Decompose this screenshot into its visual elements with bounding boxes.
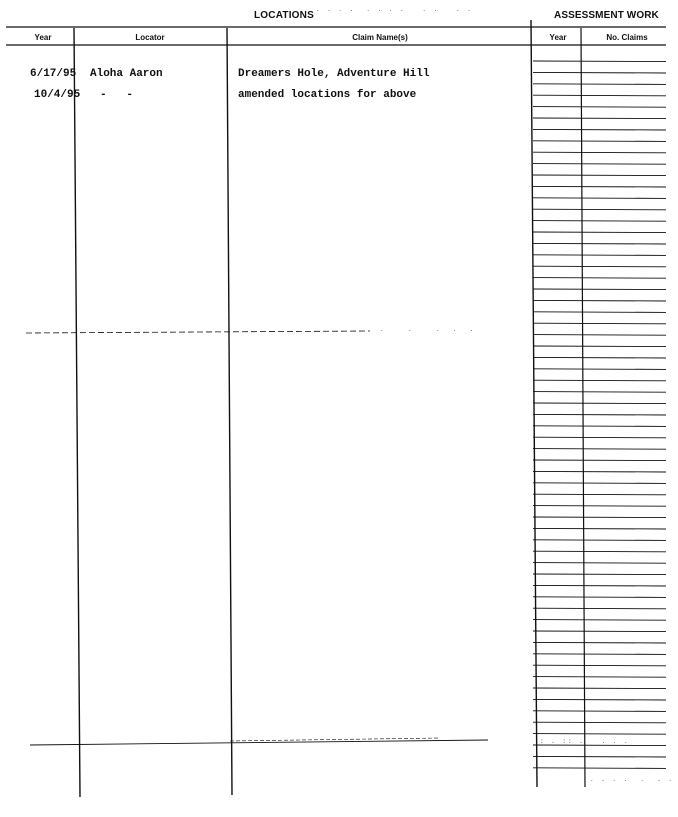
ledger-rule xyxy=(533,346,666,347)
ledger-rule xyxy=(533,186,666,187)
ledger-rule xyxy=(533,677,666,678)
col-header-claim-names: Claim Name(s) xyxy=(352,33,408,42)
ledger-rule xyxy=(533,357,666,358)
ledger-rule xyxy=(533,403,666,404)
ledger-rule xyxy=(533,118,666,119)
ledger-rule xyxy=(533,312,666,313)
ledger-rule xyxy=(533,175,666,176)
ledger-rule xyxy=(533,243,666,244)
scan-speckle: : . :: . . . . xyxy=(540,738,630,745)
ledger-rule xyxy=(533,711,666,712)
ledger-rule xyxy=(533,654,666,655)
ledger-rule xyxy=(533,688,666,689)
dashed-mid-line xyxy=(26,331,370,333)
ledger-rule xyxy=(533,745,666,746)
ledger-rule xyxy=(533,540,666,541)
ledger-rule xyxy=(533,483,666,484)
ledger-rule xyxy=(533,369,666,370)
ledger-rule xyxy=(533,72,666,73)
ledger-rule xyxy=(533,642,666,643)
ledger-rule xyxy=(533,528,666,529)
ledger-rule xyxy=(533,392,666,393)
divider-locator-claims xyxy=(227,28,232,795)
divider-aw-year-claims xyxy=(581,28,585,787)
ledger-rule xyxy=(533,129,666,130)
ledger-rule xyxy=(533,734,666,735)
ledger-rule xyxy=(533,164,666,165)
ledger-rule xyxy=(533,289,666,290)
entry-claim-names: Dreamers Hole, Adventure Hill xyxy=(238,68,430,80)
ledger-rule xyxy=(533,323,666,324)
col-header-aw-year: Year xyxy=(549,33,567,42)
ledger-rule xyxy=(533,95,666,96)
entry-claim-names: amended locations for above xyxy=(238,89,417,101)
ledger-rule xyxy=(533,61,666,62)
ledger-rule xyxy=(533,255,666,256)
ledger-rule xyxy=(533,620,666,621)
locations-header: LOCATIONS xyxy=(254,10,314,21)
ledger-rule xyxy=(533,278,666,279)
ledger-rule xyxy=(533,380,666,381)
ledger-rule xyxy=(533,471,666,472)
ledger-rule xyxy=(533,414,666,415)
entry-year: 6/17/95 xyxy=(30,68,77,80)
ledger-rule xyxy=(533,551,666,552)
ledger-rule xyxy=(533,266,666,267)
scan-speckle: . . . . . xyxy=(380,326,476,333)
ledger-rule xyxy=(533,699,666,700)
ledger-rule xyxy=(533,209,666,210)
ledger-rule xyxy=(533,84,666,85)
entry-locator: Aloha Aaron xyxy=(90,68,163,80)
ledger-rule xyxy=(533,152,666,153)
ledger-rule xyxy=(533,107,666,108)
ledger-rule xyxy=(533,300,666,301)
ledger-rule xyxy=(533,597,666,598)
ledger-rule xyxy=(533,517,666,518)
ledger-rule xyxy=(533,460,666,461)
ledger-rule xyxy=(533,722,666,723)
ledger-rule xyxy=(533,563,666,564)
bottom-line xyxy=(30,740,488,745)
ledger-rule xyxy=(533,232,666,233)
ledger-rule xyxy=(533,141,666,142)
scan-speckle: . . . . . . . . . . . . xyxy=(316,6,473,13)
scan-speckle: . . . . . . . xyxy=(590,776,675,783)
ledger-rule xyxy=(533,768,666,769)
ledger-rule xyxy=(533,198,666,199)
ledger-rule xyxy=(533,506,666,507)
ledger-rule xyxy=(533,335,666,336)
assessment-work-header: ASSESSMENT WORK xyxy=(554,10,659,21)
ledger-rule xyxy=(533,494,666,495)
entry-locator: - - xyxy=(100,89,134,101)
divider-year-locator xyxy=(74,28,80,797)
ledger-rule xyxy=(533,221,666,222)
col-header-locator: Locator xyxy=(135,33,165,42)
divider-claims-assessment xyxy=(531,20,537,787)
ledger-rule xyxy=(533,426,666,427)
ledger-rule xyxy=(533,437,666,438)
col-header-year: Year xyxy=(34,33,52,42)
ledger-rule xyxy=(533,631,666,632)
col-header-no-claims: No. Claims xyxy=(606,33,648,42)
ledger-rule xyxy=(533,449,666,450)
entry-year: 10/4/95 xyxy=(34,89,81,101)
ledger-rule xyxy=(533,585,666,586)
ledger-rule xyxy=(533,608,666,609)
ledger-rule xyxy=(533,665,666,666)
ledger-rule xyxy=(533,574,666,575)
ledger-rule xyxy=(533,756,666,757)
